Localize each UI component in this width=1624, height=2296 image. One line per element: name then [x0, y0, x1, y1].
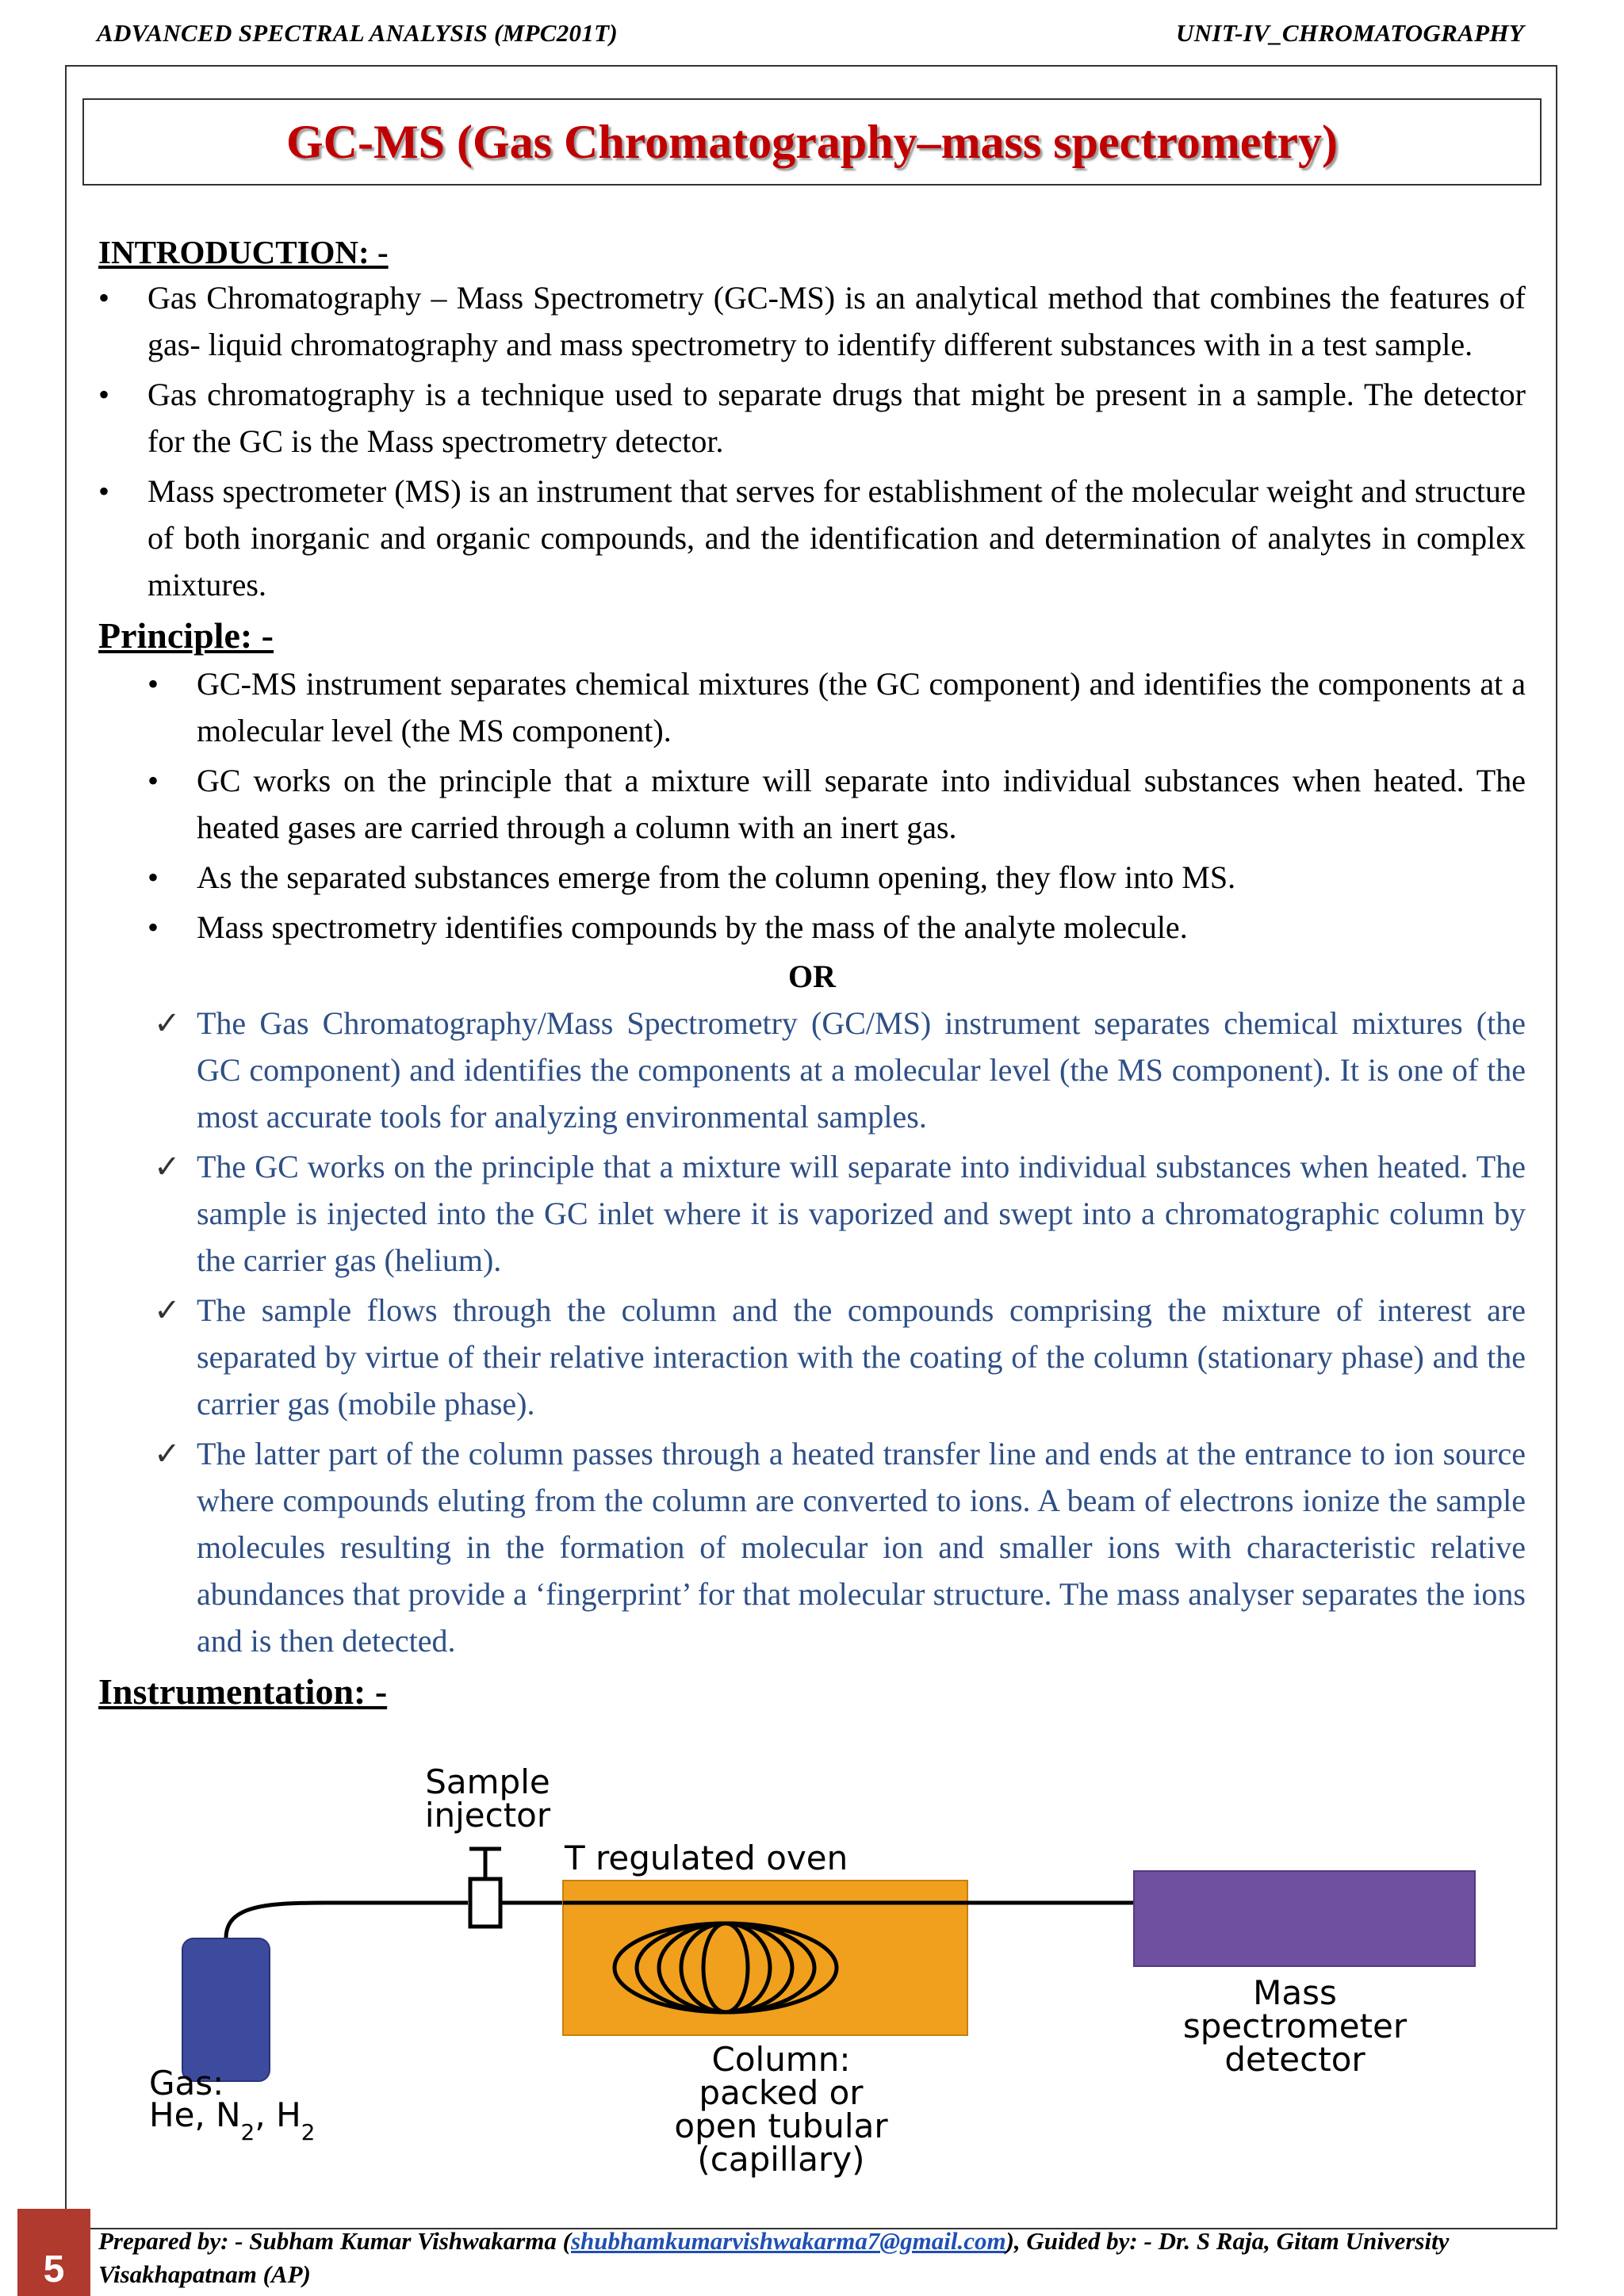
bullet-icon: • — [98, 377, 110, 412]
list-item: • GC works on the principle that a mixture will separate into individual substances when heated. The heated gases are carried through a column with an inert gas. — [98, 757, 1526, 851]
bullet-icon: • — [147, 763, 159, 798]
checkmark-icon: ✓ — [154, 1149, 181, 1184]
gas-label: Gas: — [149, 2064, 224, 2103]
bullet-icon: • — [147, 909, 159, 945]
or-separator: OR — [788, 959, 836, 994]
checkmark-icon: ✓ — [154, 1292, 181, 1328]
author-email-link[interactable]: shubhamkumarvishwakarma7@gmail.com — [570, 2227, 1006, 2255]
column-label: packed or — [699, 2073, 864, 2112]
gcms-instrument-diagram — [143, 1760, 1507, 2188]
instrumentation-heading: Instrumentation: - — [98, 1671, 388, 1712]
gas-types-label: He, $N_2$, $H_2$ — [149, 2095, 316, 2145]
checkmark-icon: ✓ — [154, 1005, 181, 1041]
injector-body — [470, 1879, 500, 1927]
list-item: • As the separated substances emerge from the column opening, they flow into MS. — [98, 854, 1526, 901]
page-title: GC-MS (Gas Chromatography–mass spectrometry) — [286, 115, 1338, 168]
page-number: 5 — [17, 2209, 90, 2296]
checkmark-icon: ✓ — [154, 1436, 181, 1471]
gas-supply-line — [226, 1903, 468, 1938]
bullet-icon: • — [147, 859, 159, 895]
list-item: ✓ The GC works on the principle that a mixture will separate into individual substances when heated. The sample is injected into the GC inlet where it is vaporized and swept into a chromatographic column by the carrier gas (helium). — [98, 1143, 1526, 1284]
bullet-icon: • — [147, 666, 159, 702]
ms-detector-label: detector — [1224, 2040, 1365, 2079]
bullet-icon: • — [98, 473, 110, 509]
introduction-heading: INTRODUCTION: - — [98, 234, 389, 270]
column-label: open tubular — [674, 2107, 888, 2145]
list-item: • Mass spectrometer (MS) is an instrument that serves for establishment of the molecular weight and structure of both inorganic and organic compounds, and the identification and determination of analytes in complex mixtures. — [98, 468, 1526, 608]
list-item: • Gas chromatography is a technique used to separate drugs that might be present in a sample. The detector for the GC is the Mass spectrometry detector. — [98, 371, 1526, 465]
main-content — [98, 230, 1526, 1716]
list-item: ✓ The Gas Chromatography/Mass Spectrometry (GC/MS) instrument separates chemical mixtures (the GC component) and identifies the components at a molecular level (the MS component). It is one of the most accurate tools for analyzing environmental samples. — [98, 1000, 1526, 1140]
header-unit-title: UNIT-IV_CHROMATOGRAPHY — [1176, 19, 1524, 47]
header-course-title: ADVANCED SPECTRAL ANALYSIS (MPC201T) — [97, 19, 619, 47]
injector-label: Sample — [425, 1762, 550, 1801]
footer-credits: Prepared by: - Subham Kumar Vishwakarma (shubhamkumarvishwakarma7@gmail.com), Guided by: - Dr. S Raja, Gitam University Visakhapatnam (AP) — [98, 2227, 1450, 2288]
ms-detector-label: spectrometer — [1182, 2007, 1408, 2045]
list-item: ✓ The sample flows through the column and the compounds comprising the mixture of interest are separated by virtue of their relative interaction with the coating of the column (stationary phase) and the carrier gas (mobile phase). — [98, 1287, 1526, 1427]
column-label: (capillary) — [697, 2140, 865, 2179]
title-box — [82, 98, 1542, 186]
column-label: Column: — [711, 2040, 851, 2079]
principle-check-list — [98, 1000, 1526, 1664]
list-item: • Mass spectrometry identifies compounds by the mass of the analyte molecule. — [98, 904, 1526, 951]
list-item: • GC-MS instrument separates chemical mixtures (the GC component) and identifies the components at a molecular level (the MS component). — [98, 660, 1526, 754]
list-item: ✓ The latter part of the column passes through a heated transfer line and ends at the entrance to ion source where compounds eluting from the column are converted to ions. A beam of electrons ionize the sample molecules resulting in the formation of molecular ion and smaller ions with characteristic relative abundances that provide a ‘fingerprint’ for that molecular structure. The mass analyser separates the ions and is then detected. — [98, 1430, 1526, 1664]
ms-detector-label: Mass — [1253, 1973, 1337, 2012]
oven-label: T regulated oven — [565, 1839, 848, 1877]
gas-cylinder — [182, 1938, 270, 2081]
bullet-icon: • — [98, 280, 110, 316]
list-item: • Gas Chromatography – Mass Spectrometry (GC-MS) is an analytical method that combines the features of gas- liquid chromatography and mass spectrometry to identify different substances with in a test sample. — [98, 274, 1526, 368]
mass-spectrometer-detector — [1134, 1871, 1475, 1966]
injector-label: injector — [424, 1796, 551, 1835]
principle-heading: Principle: - — [98, 615, 274, 656]
introduction-list — [98, 274, 1526, 608]
principle-list — [98, 660, 1526, 951]
